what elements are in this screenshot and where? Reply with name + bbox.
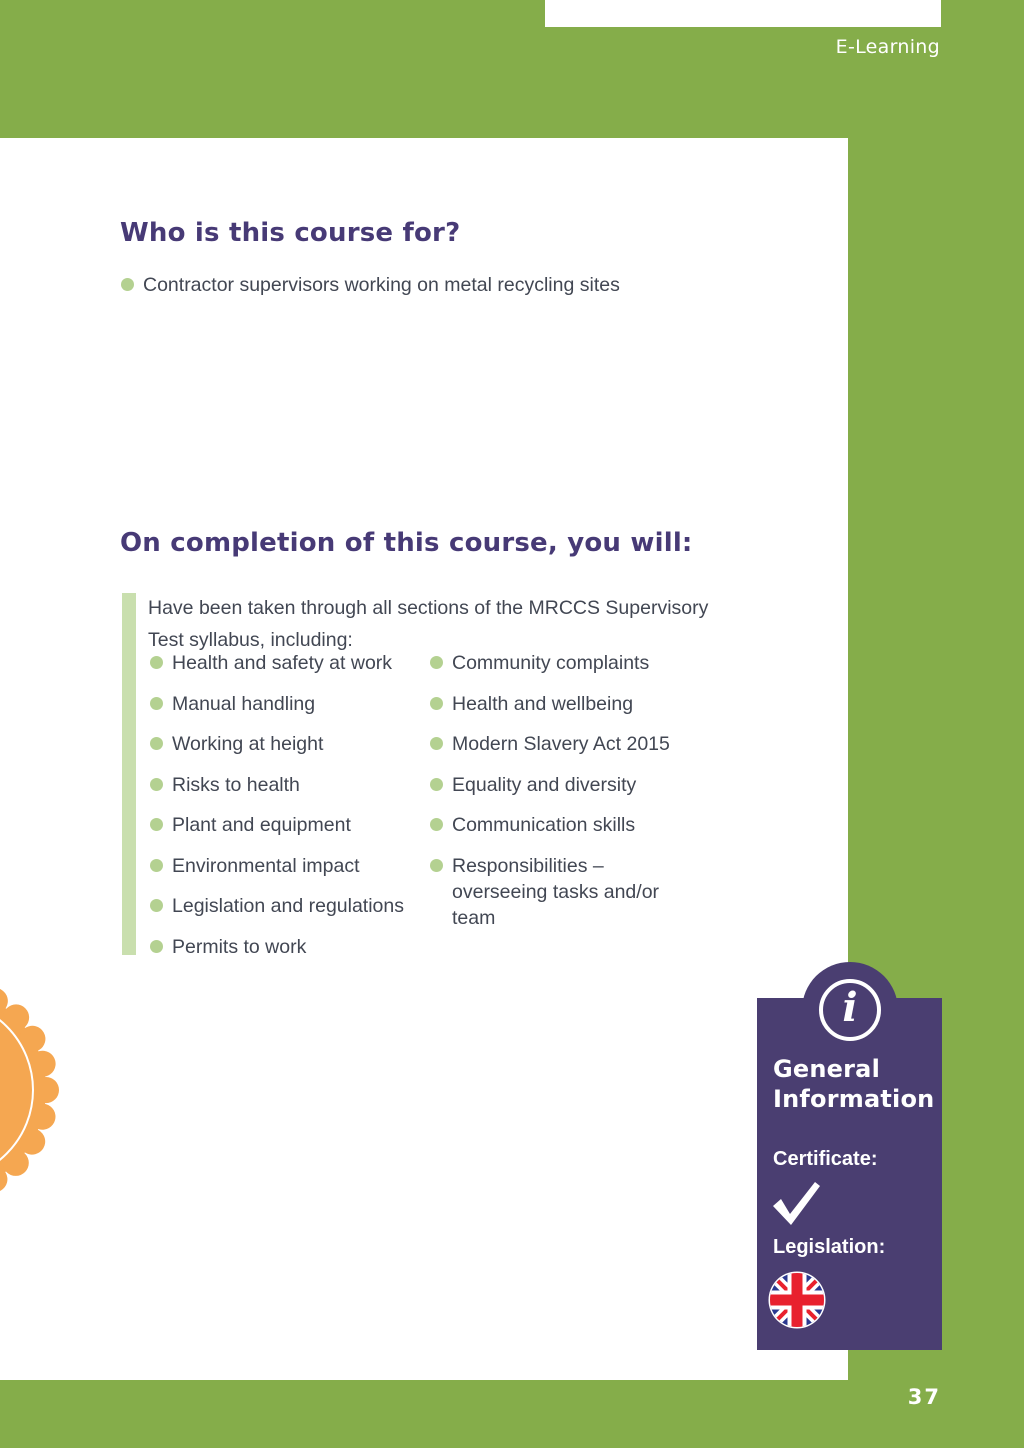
list-item-text: Health and wellbeing bbox=[452, 692, 634, 715]
syllabus-list-right bbox=[430, 650, 692, 945]
list-item bbox=[150, 853, 420, 879]
list-item bbox=[150, 650, 420, 676]
syllabus-list-left bbox=[150, 650, 420, 974]
bullet-icon bbox=[430, 859, 443, 872]
intro-line-2: Test syllabus, including: bbox=[148, 629, 353, 651]
list-item-text: Health and safety at work bbox=[172, 652, 393, 674]
bullet-icon bbox=[121, 278, 134, 291]
certificate-label: Certificate: bbox=[773, 1148, 878, 1170]
list-item-text: Equality and diversity bbox=[452, 773, 637, 796]
intro-accent-bar bbox=[122, 593, 136, 955]
list-item-text: Permits to work bbox=[172, 935, 307, 958]
list-item bbox=[150, 731, 420, 757]
list-item-text: Manual handling bbox=[172, 692, 316, 715]
section-title-completion: On completion of this course, you will: bbox=[120, 528, 693, 558]
list-item-text: Plant and equipment bbox=[172, 814, 351, 836]
bullet-icon bbox=[150, 656, 163, 669]
intro-line-1: Have been taken through all sections of the MRCCS Supervisory bbox=[148, 597, 709, 619]
bullet-icon bbox=[150, 940, 163, 953]
bullet-icon bbox=[150, 778, 163, 791]
info-panel-title bbox=[773, 1054, 934, 1114]
bullet-icon bbox=[430, 818, 443, 831]
bullet-icon bbox=[150, 697, 163, 710]
list-item bbox=[430, 731, 692, 757]
bullet-icon bbox=[430, 778, 443, 791]
list-item bbox=[430, 812, 692, 838]
list-item bbox=[430, 691, 692, 717]
legislation-label: Legislation: bbox=[773, 1236, 886, 1258]
who-bullet-item bbox=[121, 272, 741, 298]
list-item-text: Community complaints bbox=[452, 652, 650, 674]
list-item bbox=[150, 934, 420, 960]
list-item bbox=[150, 691, 420, 717]
uk-flag-icon bbox=[767, 1270, 827, 1330]
list-item bbox=[150, 893, 420, 919]
list-item bbox=[430, 650, 692, 676]
list-item bbox=[430, 853, 692, 931]
section-title-who: Who is this course for? bbox=[120, 218, 461, 248]
list-item-text: Communication skills bbox=[452, 814, 636, 836]
page-number: 37 bbox=[907, 1385, 941, 1409]
bullet-icon bbox=[150, 737, 163, 750]
rosette-badge-icon bbox=[0, 940, 93, 1240]
bullet-icon bbox=[150, 899, 163, 912]
list-item-text: Environmental impact bbox=[172, 854, 360, 877]
list-item bbox=[150, 772, 420, 798]
list-item-text: Working at height bbox=[172, 733, 324, 755]
header-label: E-Learning bbox=[835, 36, 940, 58]
list-item bbox=[150, 812, 420, 838]
info-panel-title-line2: Information bbox=[773, 1085, 935, 1113]
bullet-icon bbox=[150, 859, 163, 872]
bullet-icon bbox=[150, 818, 163, 831]
bullet-icon bbox=[430, 737, 443, 750]
completion-intro bbox=[148, 592, 748, 656]
bullet-icon bbox=[430, 697, 443, 710]
header-white-tab bbox=[545, 0, 941, 27]
list-item-text: Risks to health bbox=[172, 773, 300, 796]
list-item bbox=[430, 772, 692, 798]
info-panel-title-line1: General bbox=[773, 1055, 880, 1083]
list-item-text: Responsibilities – overseeing tasks and/or team bbox=[452, 854, 660, 929]
info-icon: i bbox=[819, 979, 881, 1041]
checkmark-icon bbox=[769, 1178, 823, 1228]
bullet-icon bbox=[430, 656, 443, 669]
who-bullet-text: Contractor supervisors working on metal recycling sites bbox=[143, 274, 620, 296]
list-item-text: Modern Slavery Act 2015 bbox=[452, 733, 670, 755]
list-item-text: Legislation and regulations bbox=[172, 895, 405, 917]
